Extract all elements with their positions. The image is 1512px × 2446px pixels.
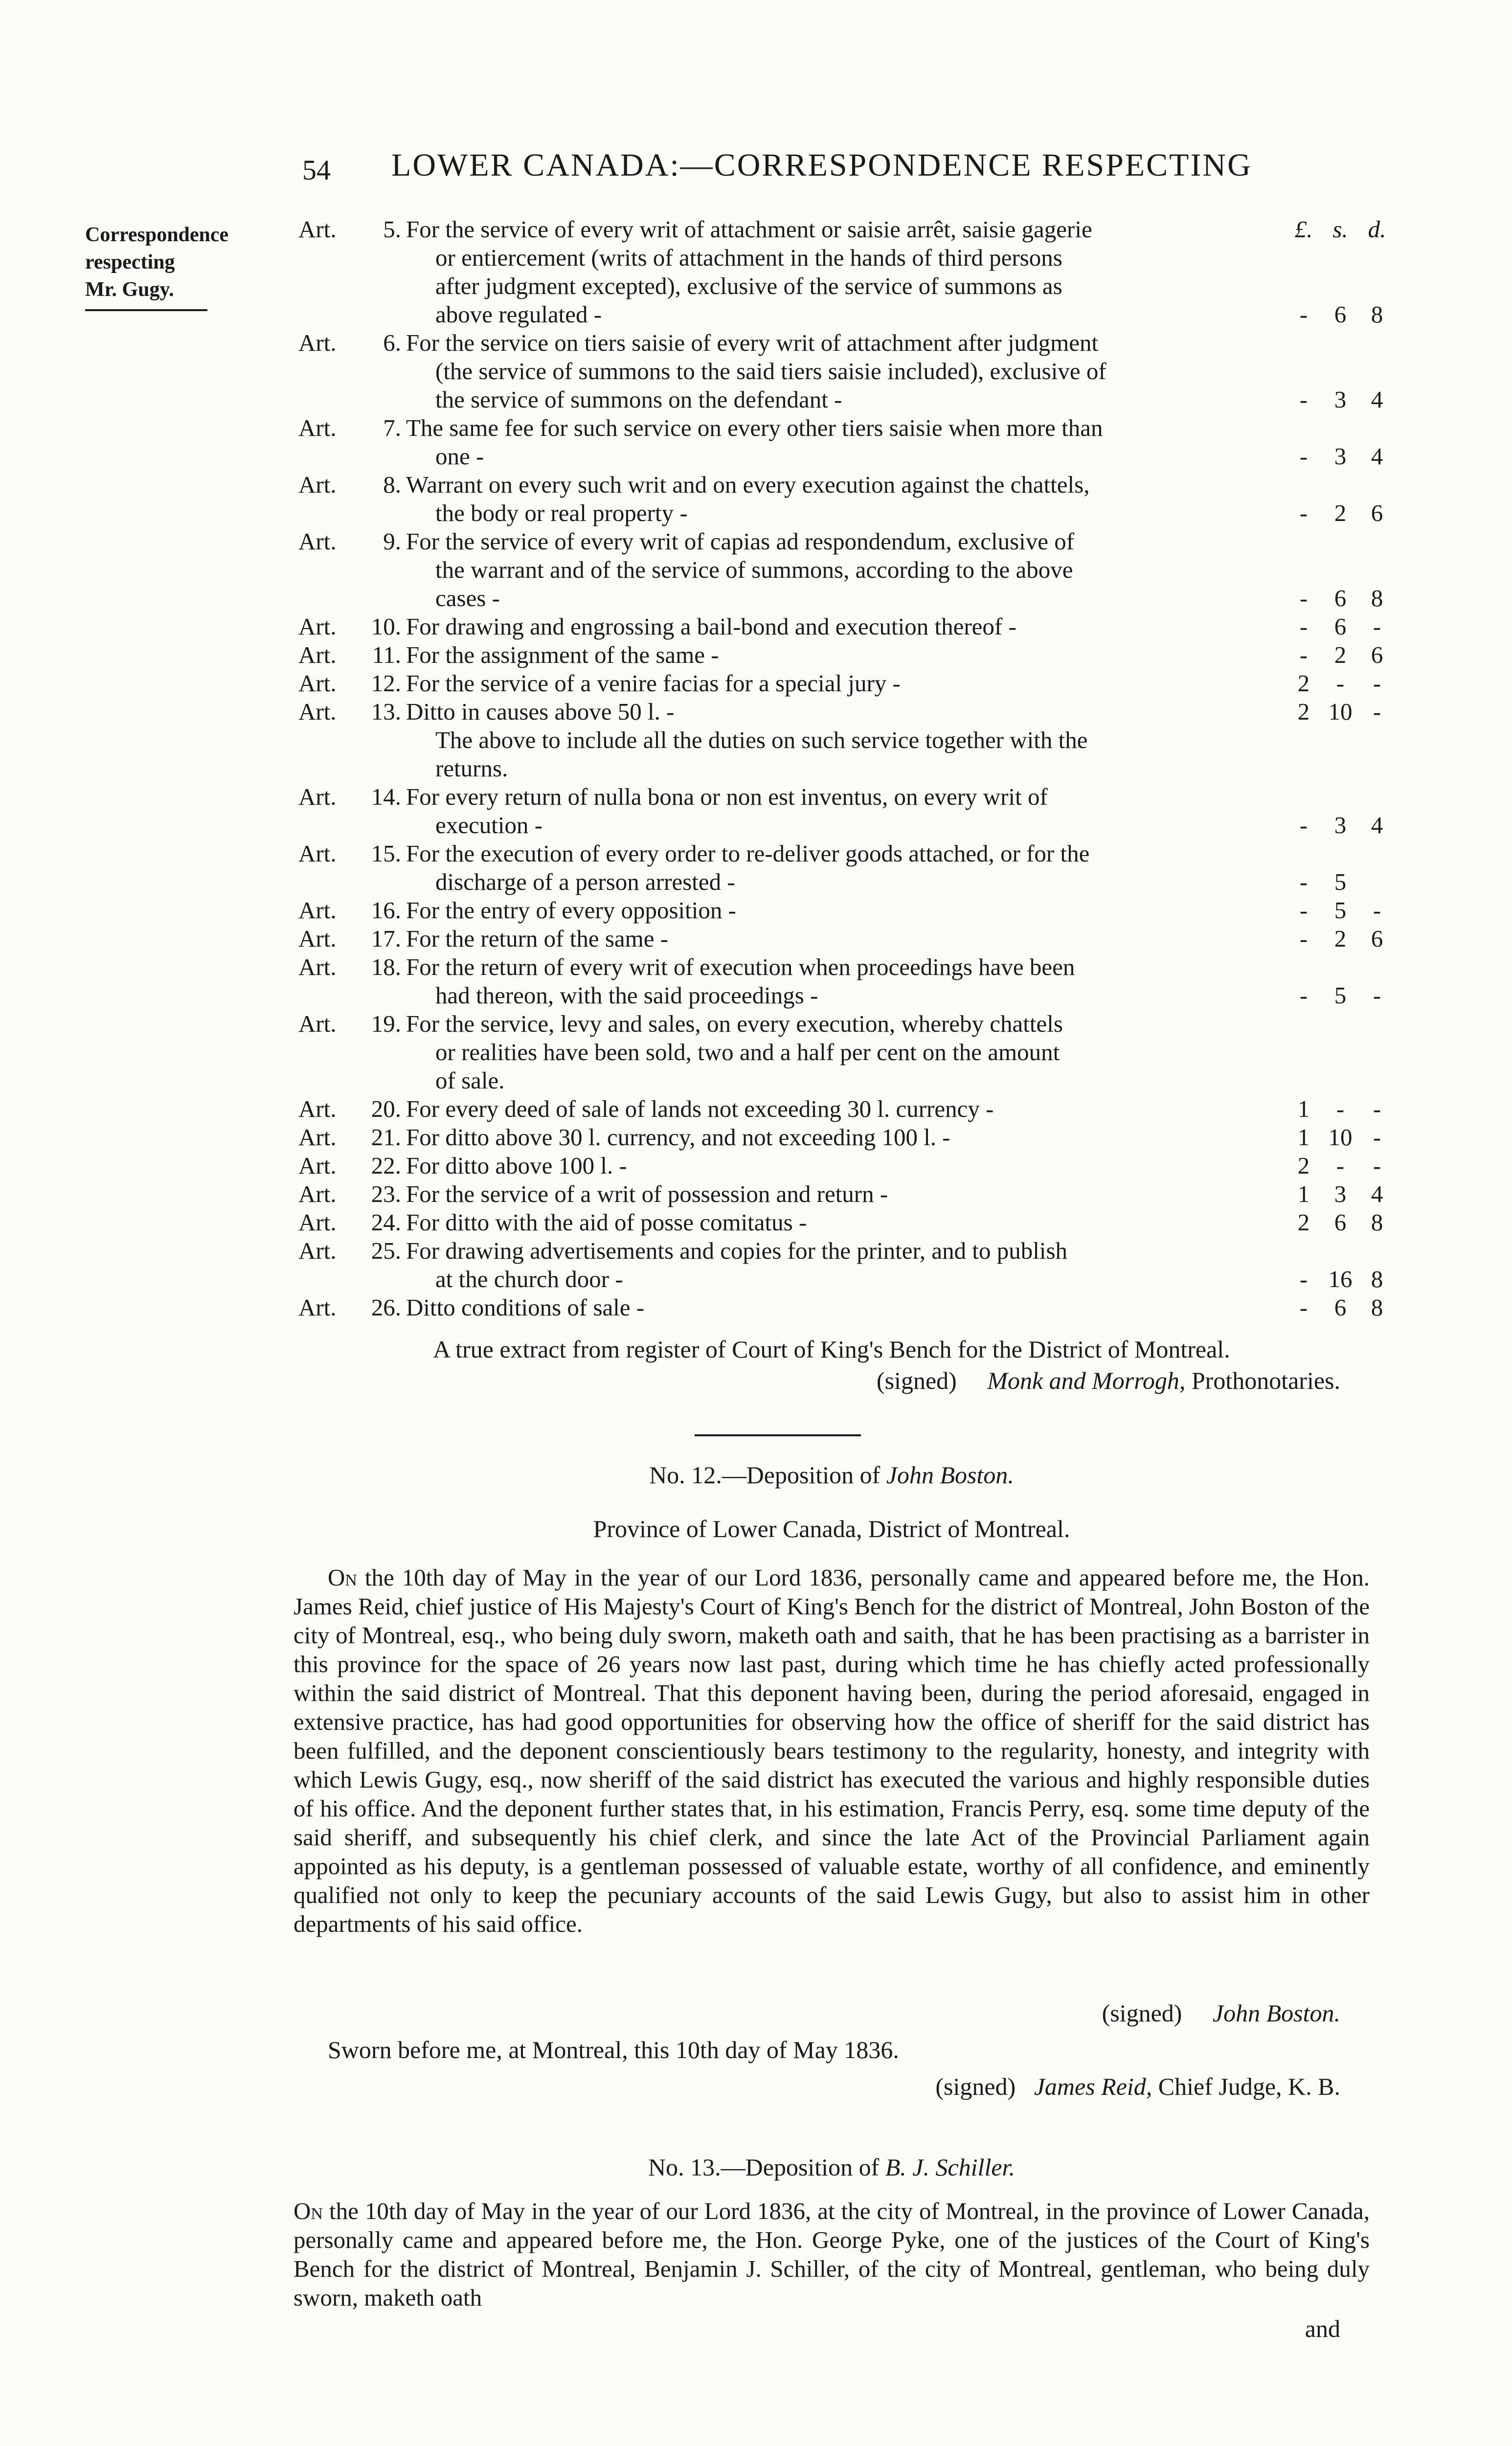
article-number: 21. — [371, 1124, 401, 1151]
amount-pence: - — [1373, 670, 1381, 697]
amount-shillings: 3 — [1334, 812, 1347, 838]
province-line: Province of Lower Canada, District of Montreal. — [593, 1515, 1070, 1542]
article-text-line: the warrant and of the service of summons, according to the above — [435, 556, 1073, 583]
article-text — [406, 527, 1267, 612]
fee-row — [298, 839, 1394, 896]
judge-signature — [293, 2072, 1370, 2101]
judge-title: Chief Judge, K. B. — [1158, 2073, 1340, 2100]
article-number: 7. — [383, 414, 401, 441]
amount-pence: 6 — [1371, 925, 1383, 952]
article-text-line: The same fee for such service on every other tiers saisie when more than — [406, 414, 1103, 441]
article-label: Art. — [298, 641, 337, 668]
amount-pence: - — [1373, 1095, 1381, 1122]
amount-pence: - — [1373, 1152, 1381, 1179]
article-label: Art. — [298, 840, 337, 867]
amount-pounds: - — [1299, 443, 1308, 470]
article-text-line: or realities have been sold, two and a half per cent on the amount — [435, 1039, 1060, 1065]
article-text-line: of sale. — [435, 1067, 505, 1094]
article-text — [406, 953, 1267, 1010]
article-text-line: For every deed of sale of lands not exceeding 30 l. currency - — [406, 1095, 994, 1122]
amount-shillings: 3 — [1334, 443, 1347, 470]
article-number: 8. — [383, 471, 401, 498]
amount-pounds: - — [1299, 613, 1308, 640]
margin-note — [85, 221, 291, 311]
fee-row — [298, 1123, 1394, 1152]
article-text-line: For ditto above 30 l. currency, and not exceeding 100 l. - — [406, 1124, 950, 1151]
article-text — [406, 329, 1267, 414]
amount-shillings: 5 — [1334, 982, 1347, 1009]
article-text-line: the service of summons on the defendant - — [435, 386, 842, 413]
amount-shillings: 10 — [1328, 1124, 1353, 1151]
margin-note-rule — [85, 309, 207, 311]
fee-row — [298, 1152, 1394, 1180]
article-number: 5. — [383, 216, 401, 243]
article-text-line: For the return of the same - — [406, 925, 669, 952]
fee-amount — [1286, 981, 1394, 1010]
amount-pounds: - — [1299, 386, 1308, 413]
article-text — [406, 1095, 1267, 1123]
amount-pence: 4 — [1371, 812, 1383, 838]
article-number: 11. — [372, 641, 401, 668]
article-label: Art. — [298, 1095, 337, 1122]
article-text-line: the body or real property - — [435, 499, 688, 526]
catchword: and — [1305, 2315, 1340, 2342]
article-label: Art. — [298, 925, 337, 952]
fee-amount — [1286, 811, 1394, 839]
article-label: Art. — [298, 613, 337, 640]
article-text-line: or entiercement (writs of attachment in the hands of third persons — [435, 244, 1062, 271]
fee-row — [298, 1010, 1394, 1095]
article-text-line: Ditto conditions of sale - — [406, 1294, 645, 1321]
article-text-line: discharge of a person arrested - — [435, 868, 735, 895]
amount-shillings: 5 — [1334, 868, 1347, 895]
fee-row — [298, 1293, 1394, 1322]
amount-pounds: - — [1299, 925, 1308, 952]
fee-amount — [1286, 385, 1394, 414]
amount-pence: - — [1373, 982, 1381, 1009]
article-text-line: For ditto with the aid of posse comitatus - — [406, 1209, 807, 1236]
fee-amount — [1286, 1066, 1394, 1095]
fee-row — [298, 698, 1394, 726]
article-number: 9. — [383, 528, 401, 555]
article-number: 19. — [371, 1010, 401, 1037]
fee-row — [298, 953, 1394, 1010]
fee-row — [298, 641, 1394, 669]
amount-pounds: - — [1299, 982, 1308, 1009]
fee-amount — [1286, 669, 1394, 698]
amount-pounds: - — [1299, 641, 1308, 668]
article-text — [406, 1152, 1267, 1180]
article-text-line: at the church door - — [435, 1266, 623, 1292]
article-text-line: one - — [435, 443, 484, 470]
article-text — [406, 414, 1267, 471]
heading-name: B. J. Schiller. — [885, 2153, 1015, 2181]
article-label: Art. — [298, 216, 337, 243]
article-text — [406, 896, 1267, 925]
article-label: Art. — [298, 953, 337, 980]
article-text-line: Ditto in causes above 50 l. - — [406, 698, 675, 725]
amount-shillings: 6 — [1334, 613, 1347, 640]
fee-row — [298, 669, 1394, 698]
article-text — [406, 839, 1267, 896]
fee-amount — [1286, 442, 1394, 471]
article-label: Art. — [298, 1152, 337, 1179]
fee-row — [298, 1208, 1394, 1237]
signed-label: (signed) — [876, 1367, 957, 1394]
fee-amount — [1286, 1152, 1394, 1180]
article-number: 13. — [371, 698, 401, 725]
amount-shillings: 2 — [1334, 641, 1347, 668]
article-text — [406, 1208, 1267, 1237]
unit-pence: d. — [1368, 216, 1386, 243]
article-label: Art. — [298, 528, 337, 555]
article-text-line: after judgment excepted), exclusive of the service of summons as — [435, 272, 1062, 299]
fee-row — [298, 329, 1394, 414]
article-text-line: For the entry of every opposition - — [406, 897, 736, 924]
first-word: On — [293, 2197, 323, 2224]
article-number: 14. — [371, 783, 401, 810]
article-text — [406, 669, 1267, 698]
article-text-line: For the execution of every order to re-deliver goods attached, or for the — [406, 840, 1090, 867]
signer-names: Monk and Morrogh, — [987, 1367, 1186, 1394]
fee-row — [298, 414, 1394, 471]
amount-shillings: 6 — [1334, 585, 1347, 612]
amount-shillings: 16 — [1328, 1266, 1353, 1292]
page-number: 54 — [302, 154, 331, 186]
article-number: 24. — [371, 1209, 401, 1236]
amount-shillings: - — [1336, 1095, 1345, 1122]
article-label: Art. — [298, 1124, 337, 1151]
margin-note-line: Mr. Gugy. — [85, 278, 174, 301]
article-text-line: For drawing and engrossing a bail-bond and execution thereof - — [406, 613, 1016, 640]
amount-pence: 4 — [1371, 1180, 1383, 1207]
fee-amount — [1286, 698, 1394, 726]
signed-label: (signed) — [935, 2073, 1016, 2100]
margin-note-line: Correspondence — [85, 224, 229, 246]
table-note — [298, 726, 1394, 783]
signer-title: Prothonotaries. — [1191, 1367, 1340, 1394]
article-text-line: For the service of every writ of capias ad respondendum, exclusive of — [406, 528, 1075, 555]
article-label: Art. — [298, 414, 337, 441]
fee-rows — [298, 215, 1394, 1322]
article-text-line: For drawing advertisements and copies for the printer, and to publish — [406, 1237, 1068, 1264]
fee-row — [298, 896, 1394, 925]
unit-shillings: s. — [1332, 216, 1348, 243]
amount-pounds: - — [1299, 812, 1308, 838]
article-text — [406, 1123, 1267, 1152]
amount-pounds: 1 — [1297, 1095, 1310, 1122]
fee-amount — [1286, 925, 1394, 953]
article-text — [406, 1293, 1267, 1322]
article-text-line: cases - — [435, 585, 500, 612]
fee-amount — [1286, 584, 1394, 612]
note-line: returns. — [435, 755, 508, 782]
section-rule — [695, 1434, 861, 1436]
article-text-line: For the assignment of the same - — [406, 641, 719, 668]
signer-name: John Boston. — [1212, 1999, 1340, 2027]
amount-pounds: - — [1299, 585, 1308, 612]
heading-prefix: No. 13.—Deposition of — [648, 2153, 880, 2181]
amount-pence: - — [1373, 698, 1381, 725]
article-text-line: (the service of summons to the said tiers saisie included), exclusive of — [435, 358, 1106, 385]
amount-pence: 6 — [1371, 641, 1383, 668]
heading-name: John Boston. — [886, 1461, 1014, 1489]
amount-pence: 8 — [1371, 1294, 1383, 1321]
amount-pounds: 2 — [1297, 670, 1310, 697]
deposition-12-body — [293, 1563, 1370, 1938]
judge-name: James Reid, — [1034, 2073, 1152, 2100]
fee-amount — [1286, 1095, 1394, 1123]
fee-amount — [1286, 499, 1394, 527]
fee-row — [298, 215, 1394, 329]
amount-pounds: - — [1299, 868, 1308, 895]
article-label: Art. — [298, 1209, 337, 1236]
article-label: Art. — [298, 670, 337, 697]
article-number: 17. — [371, 925, 401, 952]
deposition-13-heading — [293, 2152, 1370, 2182]
body-text: the 10th day of May in the year of our Lord 1836, personally came and appeared before me, the Hon. James Reid, chief justice of His Majesty's Court of King's Bench for the district of Montreal, John Boston of the city of Montreal, esq., who being duly sworn, maketh oath and saith, that he has been practising as a barrister in this province for the space of 26 years now last past, during which time he has chiefly acted professionally within the said district of Montreal. That this deponent having been, during the period aforesaid, engaged in extensive practice, has had good opportunities for observing how the office of sheriff for the said district has been fulfilled, and the deponent conscientiously bears testimony to the regularity, honesty, and integrity with which Lewis Gugy, esq., now sheriff of the said district has executed the various and highly responsible duties of his office. And the deponent further states that, in his estimation, Francis Perry, esq. some time deputy of the said sheriff, and subsequently his chief clerk, and since the late Act of the Provincial Parliament again appointed as his deputy, is a gentleman possessed of valuable estate, worthy of all confidence, and eminently qualified not only to keep the pecuniary accounts of the said Lewis Gugy, but also to assist him in other departments of his said office. — [293, 1564, 1370, 1937]
fee-row — [298, 925, 1394, 953]
fee-amount — [1286, 896, 1394, 925]
unit-pounds: £. — [1294, 216, 1313, 243]
fee-row — [298, 612, 1394, 641]
amount-pounds: 2 — [1297, 1209, 1310, 1236]
article-number: 22. — [371, 1152, 401, 1179]
article-number: 20. — [371, 1095, 401, 1122]
article-text — [406, 1010, 1267, 1095]
article-text — [406, 215, 1267, 329]
amount-shillings: 6 — [1334, 1294, 1347, 1321]
article-text-line: For ditto above 100 l. - — [406, 1152, 627, 1179]
article-label: Art. — [298, 897, 337, 924]
article-number: 12. — [371, 670, 401, 697]
article-number: 10. — [371, 613, 401, 640]
first-word: On — [328, 1564, 357, 1591]
amount-pounds: 1 — [1297, 1180, 1310, 1207]
amount-pence: - — [1373, 1124, 1381, 1151]
extract-block — [293, 1335, 1370, 1395]
deposition-13-body — [293, 2197, 1370, 2312]
article-text-line: For the return of every writ of execution when proceedings have been — [406, 953, 1075, 980]
amount-shillings: 10 — [1328, 698, 1353, 725]
amount-pounds: 1 — [1297, 1124, 1310, 1151]
amount-pence: 4 — [1371, 386, 1383, 413]
article-text — [406, 1237, 1267, 1293]
article-label: Art. — [298, 1237, 337, 1264]
note-text — [435, 726, 1267, 783]
article-number: 18. — [371, 953, 401, 980]
amount-shillings: 3 — [1334, 386, 1347, 413]
article-text-line: For every return of nulla bona or non est inventus, on every writ of — [406, 783, 1048, 810]
deposition-12-signature — [293, 1998, 1370, 2028]
fee-amount — [1286, 1123, 1394, 1152]
fee-row — [298, 527, 1394, 612]
amount-pence: 8 — [1371, 1209, 1383, 1236]
article-text-line: Warrant on every such writ and on every execution against the chattels, — [406, 471, 1090, 498]
fee-amount — [1286, 1265, 1394, 1293]
article-number: 15. — [371, 840, 401, 867]
amount-pence: 6 — [1371, 499, 1383, 526]
amount-shillings: 6 — [1334, 1209, 1347, 1236]
article-text-line: For the service of every writ of attachment or saisie arrêt, saisie gagerie — [406, 216, 1092, 243]
amount-pence: 8 — [1371, 1266, 1383, 1292]
article-text — [406, 925, 1267, 953]
fee-amount — [1286, 641, 1394, 669]
article-number: 25. — [371, 1237, 401, 1264]
amount-pounds: - — [1299, 301, 1308, 328]
article-text-line: above regulated - — [435, 301, 602, 328]
amount-pence: 4 — [1371, 443, 1383, 470]
article-number: 26. — [371, 1294, 401, 1321]
amount-shillings: 2 — [1334, 925, 1347, 952]
amount-pounds: - — [1299, 499, 1308, 526]
deposition-12-heading — [293, 1460, 1370, 1490]
amount-pounds: - — [1299, 1294, 1308, 1321]
extract-signature — [293, 1366, 1370, 1395]
article-text-line: For the service, levy and sales, on every execution, whereby chattels — [406, 1010, 1063, 1037]
fee-amount — [1286, 612, 1394, 641]
margin-note-line: respecting — [85, 251, 175, 273]
article-text — [406, 783, 1267, 839]
article-text-line: execution - — [435, 812, 543, 838]
extract-line: A true extract from register of Court of King's Bench for the District of Montreal. — [433, 1336, 1230, 1363]
fee-row — [298, 1237, 1394, 1293]
amount-shillings: 2 — [1334, 499, 1347, 526]
fee-amount — [1286, 1293, 1394, 1322]
article-label: Art. — [298, 471, 337, 498]
article-label: Art. — [298, 783, 337, 810]
signed-label: (signed) — [1102, 1999, 1182, 2027]
article-number: 6. — [383, 329, 401, 356]
page-header — [293, 147, 1321, 201]
article-number: 16. — [371, 897, 401, 924]
fee-amount — [1286, 868, 1394, 896]
article-text — [406, 641, 1267, 669]
article-text — [406, 612, 1267, 641]
amount-pence: 8 — [1371, 585, 1383, 612]
amount-pounds: - — [1299, 897, 1308, 924]
article-label: Art. — [298, 1010, 337, 1037]
article-label: Art. — [298, 329, 337, 356]
article-text — [406, 1180, 1267, 1208]
amount-shillings: 3 — [1334, 1180, 1347, 1207]
article-text-line: had thereon, with the said proceedings - — [435, 982, 818, 1009]
article-label: Art. — [298, 1294, 337, 1321]
article-number: 23. — [371, 1180, 401, 1207]
fee-row — [298, 783, 1394, 839]
fee-amount — [1286, 1208, 1394, 1237]
article-text-line: For the service of a venire facias for a special jury - — [406, 670, 901, 697]
amount-pounds: - — [1299, 1266, 1308, 1292]
fee-row — [298, 1095, 1394, 1123]
amount-pence: - — [1373, 613, 1381, 640]
note-line: The above to include all the duties on such service together with the — [435, 726, 1088, 753]
running-head: LOWER CANADA:—CORRESPONDENCE RESPECTING — [391, 147, 1252, 183]
amount-pence: - — [1373, 897, 1381, 924]
article-text-line: For the service on tiers saisie of every writ of attachment after judgment — [406, 329, 1099, 356]
amount-shillings: 6 — [1334, 301, 1347, 328]
amount-shillings: 5 — [1334, 897, 1347, 924]
fee-row — [298, 471, 1394, 527]
fee-amount — [1286, 1180, 1394, 1208]
amount-shillings: - — [1336, 670, 1345, 697]
article-label: Art. — [298, 698, 337, 725]
amount-shillings: - — [1336, 1152, 1345, 1179]
article-text — [406, 698, 1267, 726]
fee-row — [298, 1180, 1394, 1208]
article-text — [406, 471, 1267, 527]
amount-pounds: 2 — [1297, 698, 1310, 725]
article-text-line: For the service of a writ of possession and return - — [406, 1180, 888, 1207]
body-text: the 10th day of May in the year of our Lord 1836, at the city of Montreal, in the province of Lower Canada, personally came and appeared before me, the Hon. George Pyke, one of the justices of the Court of King's Bench for the district of Montreal, Benjamin J. Schiller, of the city of Montreal, gentleman, who being duly sworn, maketh oath — [293, 2197, 1370, 2311]
heading-prefix: No. 12.—Deposition of — [649, 1461, 880, 1489]
article-label: Art. — [298, 1180, 337, 1207]
amount-pounds: 2 — [1297, 1152, 1310, 1179]
fee-amount — [1286, 300, 1394, 329]
amount-pence: 8 — [1371, 301, 1383, 328]
sworn-line: Sworn before me, at Montreal, this 10th day of May 1836. — [328, 2036, 899, 2063]
